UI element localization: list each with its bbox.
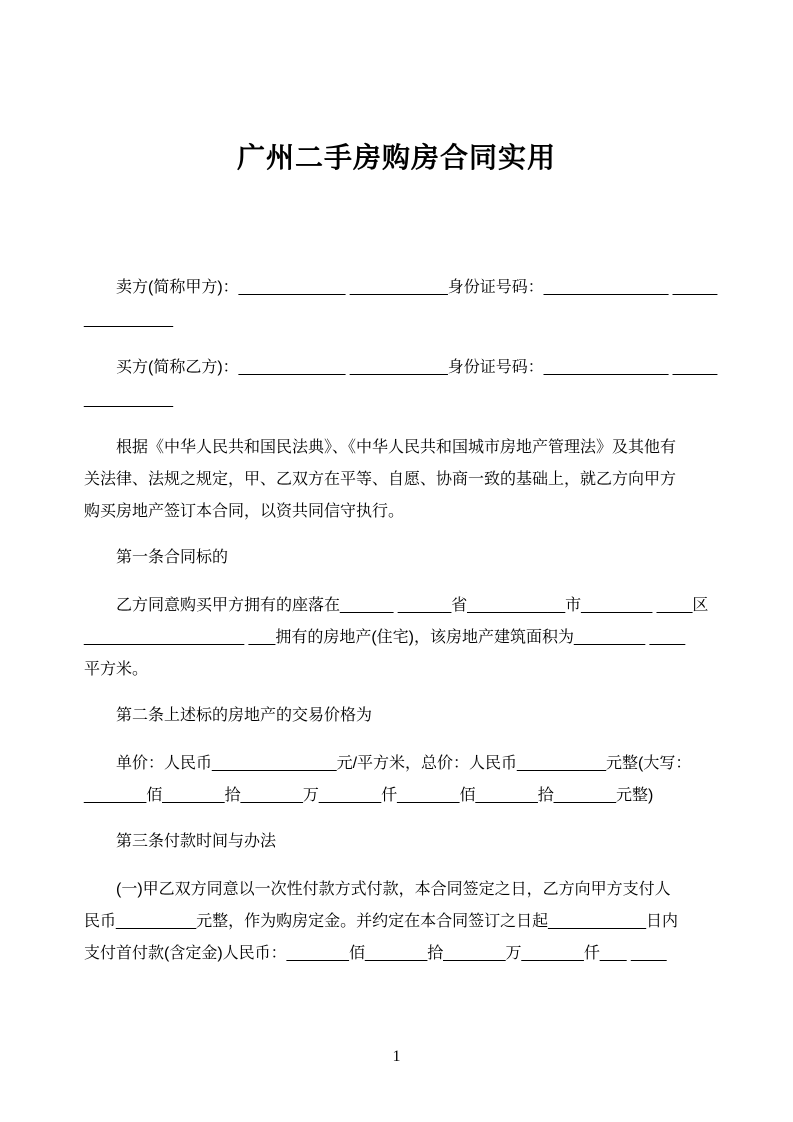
article-2-body-paragraph	[84, 748, 709, 812]
article-2-body-line-2: _______佰_______拾_______万_______仟_______佰_______拾_______元整)	[84, 787, 654, 804]
seller-party-line-continuation: __________	[84, 311, 173, 328]
article-1-body-line-3: 平方米。	[84, 661, 149, 678]
article-1-heading-paragraph	[84, 542, 709, 574]
article-3-body-line-3: 支付首付款(含定金)人民币：_______佰_______拾_______万_______仟___ ____	[84, 945, 667, 962]
article-1-body-line-2: __________________ ___拥有的房地产(住宅)，该房地产建筑面积为________ ____	[84, 629, 686, 646]
buyer-party-line-continuation: __________	[84, 391, 173, 408]
article-3-heading: 第三条付款时间与办法	[116, 833, 277, 850]
article-3-body-line-1: (一)甲乙双方同意以一次性付款方式付款，本合同签定之日，乙方向甲方支付人	[116, 881, 671, 898]
article-3-body-paragraph	[84, 874, 709, 970]
seller-party-line: 卖方(简称甲方)：____________ ___________身份证号码：______________ _____	[116, 279, 718, 296]
preamble-paragraph	[84, 432, 709, 528]
page-number: 1	[392, 1048, 401, 1065]
article-1-body-line-1: 乙方同意购买甲方拥有的座落在______ ______省___________市________ ____区	[116, 597, 709, 614]
document-title: 广州二手房购房合同实用	[236, 142, 556, 173]
article-1-heading: 第一条合同标的	[116, 549, 229, 566]
preamble-line-2: 关法律、法规之规定，甲、乙双方在平等、自愿、协商一致的基础上，就乙方向甲方	[84, 471, 677, 488]
article-3-heading-paragraph	[84, 826, 709, 858]
article-2-body-line-1: 单价：人民币______________元/平方米，总价：人民币__________元整(大写：	[116, 755, 692, 772]
preamble-line-3: 购买房地产签订本合同，以资共同信守执行。	[84, 503, 405, 520]
article-1-body-paragraph	[84, 590, 709, 686]
buyer-party-line: 买方(简称乙方)：____________ ___________身份证号码：______________ _____	[116, 359, 718, 376]
article-2-heading: 第二条上述标的房地产的交易价格为	[116, 707, 373, 724]
article-2-heading-paragraph	[84, 700, 709, 732]
seller-party-paragraph	[84, 272, 718, 336]
preamble-line-1: 根据《中华人民共和国民法典》、《中华人民共和国城市房地产管理法》及其他有	[116, 439, 677, 456]
buyer-party-paragraph	[84, 352, 718, 416]
article-3-body-line-2: 民币_________元整，作为购房定金。并约定在本合同签订之日起___________日内	[84, 913, 678, 930]
